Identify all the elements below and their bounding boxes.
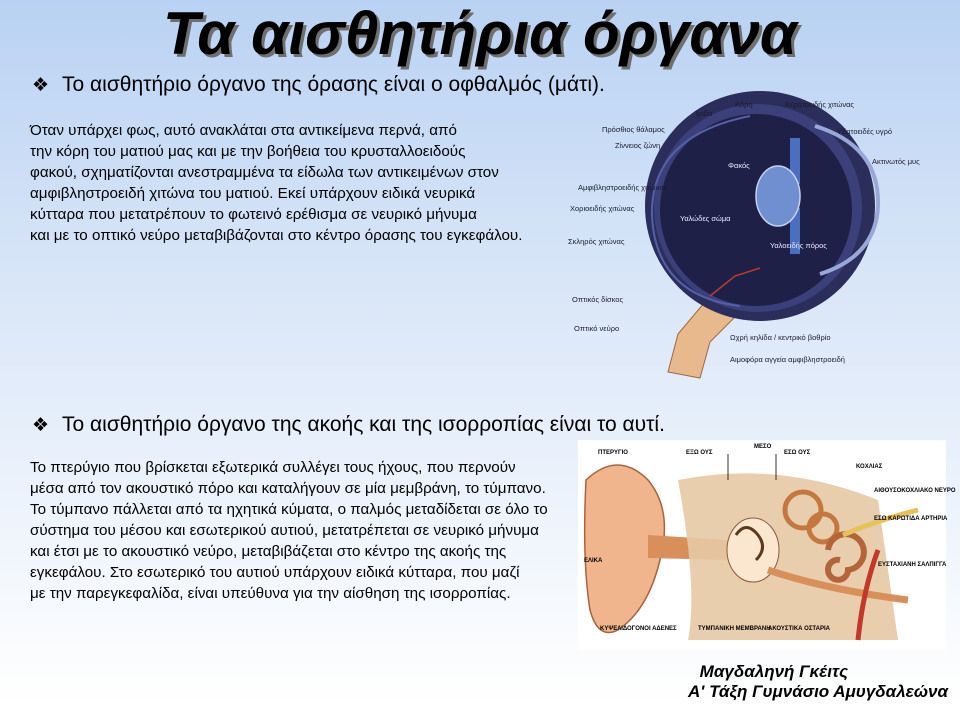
label-glands: ΚΥΨΕΛΙΔΟΓΟΝΟΙ ΑΔΕΝΕΣ (600, 626, 677, 632)
label-lens: Φακός (728, 161, 750, 170)
ear-line: εγκεφάλου. Στο εσωτερικό του αυτιού υπάρχουν ειδικά κύτταρα, που μαζί (30, 564, 520, 581)
label-outer: ΕΞΩ ΟΥΣ (686, 450, 713, 456)
label-helix: ΕΛΙΚΑ (584, 558, 603, 564)
label-vitreous: Υαλώδες σώμα (680, 214, 731, 223)
ear-heading (32, 412, 665, 439)
ear-line: Το πτερύγιο που βρίσκεται εξωτερικά συλλέγει τους ήχους, που περνούν (30, 459, 516, 476)
label-choroid: Χοριοειδής χιτώνας (570, 204, 635, 213)
eye-line: κύτταρα που μετατρέπουν το φωτεινό ερέθισμα σε νευρικό μήνυμα (30, 206, 477, 223)
eye-line: και με το οπτικό νεύρο μεταβιβάζονται στο κέντρο όρασης του εγκεφάλου. (30, 227, 523, 244)
label-aqueous: Υδατοειδές υγρό (837, 127, 893, 136)
eye-line: την κόρη του ματιού μας και με την βοήθεια του κρυσταλλοειδούς (30, 143, 466, 160)
label-middle: ΜΕΣΟ (754, 444, 772, 450)
label-disc: Οπτικός δίσκος (572, 295, 624, 304)
eye-diagram (560, 96, 960, 382)
label-iris: Ίριδα (695, 109, 713, 118)
lens-shape (756, 166, 800, 226)
label-vessels: Αιμοφόρα αγγεία αμφιβληστροειδή (730, 355, 845, 364)
ear-line: Το τύμπανο πάλλεται από τα ηχητικά κύματα, ο παλμός μεταδίδεται σε όλο το (30, 501, 548, 518)
label-hyaloid: Υαλοειδής πόρος (770, 241, 827, 250)
eye-heading-text: Το αισθητήριο όργανο της όρασης είναι ο οφθαλμός (μάτι). (62, 73, 605, 96)
label-retina: Αμφιβληστροειδής χιτώνας (578, 183, 668, 192)
eye-line: αμφιβληστροειδή χιτώνα του ματιού. Εκεί υπάρχουν ειδικά νευρικά (30, 185, 476, 202)
ear-heading-text: Το αισθητήριο όργανο της ακοής και της ισορροπίας είναι το αυτί. (62, 413, 665, 436)
label-nerve: Οπτικό νεύρο (574, 324, 620, 333)
label-pinna: ΠΤΕΡΥΓΙΟ (598, 450, 628, 456)
page-title: Τα αισθητήρια όργανα (162, 0, 798, 67)
signature-school: Α' Τάξη Γυμνάσιο Αμυγδαλεώνα (688, 682, 948, 701)
label-tube: ΕΥΣΤΑΧΙΑΝΗ ΣΑΛΠΙΓΓΑ (878, 562, 947, 568)
ear-line: μέσα από τον ακουστικό πόρο και καταλήγουν σε μία μεμβράνη, το τύμπανο. (30, 480, 546, 497)
signature-name: Μαγδαληνή Γκέιτς (699, 662, 848, 681)
eye-line: φακού, σχηματίζονται ανεστραμμένα τα είδωλα των αντικειμένων στον (30, 164, 499, 181)
label-nerve: ΑΙΘΟΥΣΟΚΟΧΛΙΑΚΟ ΝΕΥΡΟ (874, 488, 956, 494)
label-cochlea: ΚΟΧΛΙΑΣ (856, 464, 883, 470)
label-zonule: Ζίννειος ζώνη (615, 141, 661, 150)
diamond-bullet-icon: ❖ (32, 75, 50, 96)
label-inner: ΕΣΩ ΟΥΣ (784, 450, 811, 456)
eye-heading (32, 72, 605, 99)
eye-line: Όταν υπάρχει φως, αυτό ανακλάται στα αντικείμενα περνά, από (30, 122, 457, 139)
label-rays: Ακτινωτός μυς (872, 157, 920, 166)
label-anterior: Πρόσθιος θάλαμος (602, 125, 665, 134)
ear-paragraph (30, 457, 590, 604)
ear-line: σύστημα του μέσου και εσωτερικού αυτιού, μετατρέπεται σε νευρικό μήνυμα (30, 522, 539, 539)
eye-paragraph (30, 120, 590, 246)
label-sclera: Σκληρός χιτώνας (568, 237, 625, 246)
vitreous-body (660, 114, 852, 306)
label-ossicles: ΑΚΟΥΣΤΙΚΑ ΟΣΤΑΡΙΑ (768, 626, 830, 632)
label-eardrum: ΤΥΜΠΑΝΙΚΗ ΜΕΜΒΡΑΝΗ (698, 626, 771, 632)
label-artery: ΕΣΩ ΚΑΡΩΤΙΔΑ ΑΡΤΗΡΙΑ (874, 516, 948, 522)
label-pupil: Κόρη (735, 100, 753, 109)
label-cornea: Κερατοειδής χιτώνας (785, 100, 855, 109)
ear-line: με την παρεγκεφαλίδα, είναι υπεύθυνα για την αίσθηση της ισορροπίας. (30, 585, 511, 602)
diamond-bullet-icon: ❖ (32, 415, 50, 436)
ear-diagram (578, 440, 956, 650)
ear-line: και έτσι με το ακουστικό νεύρο, μεταβιβάζεται στο κέντρο της ακοής της (30, 543, 507, 560)
label-macula: Ωχρή κηλίδα / κεντρικό βοθρίο (730, 333, 831, 342)
